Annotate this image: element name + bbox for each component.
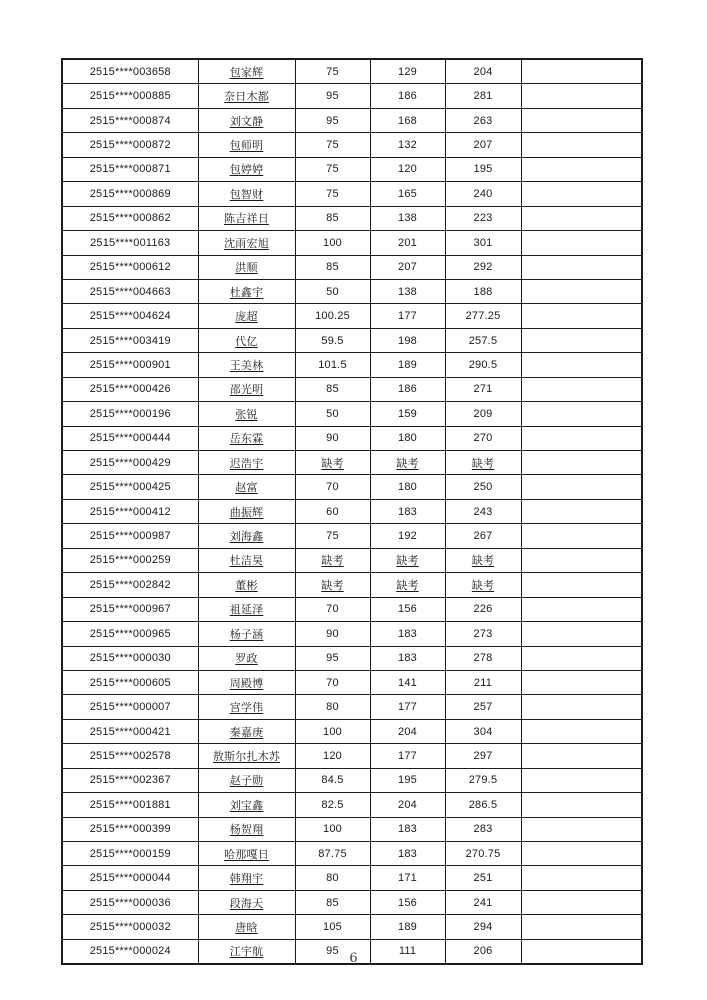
remark-cell [521,646,642,670]
score2-cell: 189 [370,353,445,377]
score2-cell: 195 [370,768,445,792]
score1-cell: 60 [295,499,370,523]
remark-cell [521,695,642,719]
score1-cell: 100 [295,817,370,841]
exam-id-cell: 2515****000612 [62,255,198,279]
exam-id-cell: 2515****003658 [62,59,198,84]
name-cell: 代亿 [198,328,295,352]
total-cell: 273 [445,622,521,646]
table-row [62,597,642,621]
table-row [62,133,642,157]
table-row [62,719,642,743]
total-cell: 223 [445,206,521,230]
exam-id-cell: 2515****000874 [62,108,198,132]
score2-cell: 156 [370,890,445,914]
remark-cell [521,915,642,939]
total-cell: 270.75 [445,842,521,866]
score2-cell: 165 [370,182,445,206]
total-cell: 271 [445,377,521,401]
score2-cell: 204 [370,719,445,743]
total-cell: 240 [445,182,521,206]
exam-id-cell: 2515****000429 [62,451,198,475]
score1-cell: 59.5 [295,328,370,352]
remark-cell [521,768,642,792]
table-row [62,353,642,377]
remark-cell [521,353,642,377]
exam-id-cell: 2515****000425 [62,475,198,499]
score2-cell: 189 [370,915,445,939]
total-cell: 281 [445,84,521,108]
remark-cell [521,499,642,523]
score1-cell: 120 [295,744,370,768]
score1-cell: 84.5 [295,768,370,792]
name-cell: 祖延泽 [198,597,295,621]
name-cell: 赵富 [198,475,295,499]
page-number: 6 [349,951,358,966]
exam-id-cell: 2515****000965 [62,622,198,646]
score2-cell: 缺考 [370,451,445,475]
score2-cell: 缺考 [370,573,445,597]
score2-cell: 183 [370,817,445,841]
score1-cell: 87.75 [295,842,370,866]
score1-cell: 82.5 [295,793,370,817]
table-row [62,279,642,303]
score1-cell: 缺考 [295,548,370,572]
exam-id-cell: 2515****000024 [62,939,198,964]
score2-cell: 129 [370,59,445,84]
exam-id-cell: 2515****002367 [62,768,198,792]
score1-cell: 95 [295,646,370,670]
remark-cell [521,597,642,621]
table-row [62,231,642,255]
name-cell: 张锐 [198,402,295,426]
exam-id-cell: 2515****000871 [62,157,198,181]
remark-cell [521,108,642,132]
score2-cell: 156 [370,597,445,621]
exam-id-cell: 2515****000967 [62,597,198,621]
score1-cell: 80 [295,866,370,890]
score1-cell: 75 [295,59,370,84]
score2-cell: 186 [370,377,445,401]
table-row [62,304,642,328]
score1-cell: 90 [295,622,370,646]
exam-id-cell: 2515****000196 [62,402,198,426]
score1-cell: 101.5 [295,353,370,377]
name-cell: 敖斯尔扎木苏 [198,744,295,768]
table-row [62,524,642,548]
score2-cell: 180 [370,426,445,450]
total-cell: 206 [445,939,521,964]
score1-cell: 50 [295,279,370,303]
name-cell: 段海天 [198,890,295,914]
exam-id-cell: 2515****000872 [62,133,198,157]
score2-cell: 111 [370,939,445,964]
score1-cell: 70 [295,670,370,694]
exam-id-cell: 2515****000159 [62,842,198,866]
name-cell: 秦嘉庚 [198,719,295,743]
score1-cell: 70 [295,597,370,621]
remark-cell [521,231,642,255]
score1-cell: 缺考 [295,573,370,597]
score2-cell: 177 [370,744,445,768]
score2-cell: 171 [370,866,445,890]
exam-id-cell: 2515****000862 [62,206,198,230]
remark-cell [521,133,642,157]
name-cell: 宫学伟 [198,695,295,719]
table-row [62,573,642,597]
score1-cell: 缺考 [295,451,370,475]
score1-cell: 85 [295,890,370,914]
name-cell: 洪顺 [198,255,295,279]
total-cell: 263 [445,108,521,132]
score1-cell: 95 [295,84,370,108]
remark-cell [521,866,642,890]
total-cell: 188 [445,279,521,303]
score1-cell: 100.25 [295,304,370,328]
total-cell: 226 [445,597,521,621]
table-row [62,695,642,719]
exam-id-cell: 2515****000259 [62,548,198,572]
table-row [62,744,642,768]
remark-cell [521,59,642,84]
name-cell: 周殿博 [198,670,295,694]
total-cell: 缺考 [445,451,521,475]
remark-cell [521,817,642,841]
score1-cell: 50 [295,402,370,426]
total-cell: 286.5 [445,793,521,817]
name-cell: 曲振辉 [198,499,295,523]
name-cell: 杜鑫宇 [198,279,295,303]
table-row [62,59,642,84]
score2-cell: 198 [370,328,445,352]
name-cell: 江宇航 [198,939,295,964]
score2-cell: 186 [370,84,445,108]
score1-cell: 90 [295,426,370,450]
remark-cell [521,524,642,548]
name-cell: 杨子涵 [198,622,295,646]
name-cell: 包家辉 [198,59,295,84]
total-cell: 277.25 [445,304,521,328]
remark-cell [521,573,642,597]
name-cell: 包师明 [198,133,295,157]
table-row [62,890,642,914]
score2-cell: 168 [370,108,445,132]
remark-cell [521,426,642,450]
score2-cell: 138 [370,206,445,230]
total-cell: 缺考 [445,573,521,597]
remark-cell [521,157,642,181]
score1-cell: 75 [295,182,370,206]
exam-id-cell: 2515****004624 [62,304,198,328]
exam-id-cell: 2515****000032 [62,915,198,939]
exam-id-cell: 2515****000605 [62,670,198,694]
name-cell: 赵子勋 [198,768,295,792]
total-cell: 294 [445,915,521,939]
name-cell: 罗政 [198,646,295,670]
remark-cell [521,377,642,401]
total-cell: 211 [445,670,521,694]
remark-cell [521,206,642,230]
remark-cell [521,744,642,768]
name-cell: 刘文静 [198,108,295,132]
exam-id-cell: 2515****000869 [62,182,198,206]
name-cell: 唐晗 [198,915,295,939]
remark-cell [521,328,642,352]
total-cell: 241 [445,890,521,914]
score-table-body [62,59,642,964]
table-row [62,622,642,646]
total-cell: 204 [445,59,521,84]
table-row [62,646,642,670]
total-cell: 270 [445,426,521,450]
name-cell: 庞超 [198,304,295,328]
remark-cell [521,890,642,914]
name-cell: 韩翔宇 [198,866,295,890]
table-row [62,182,642,206]
total-cell: 243 [445,499,521,523]
total-cell: 257 [445,695,521,719]
remark-cell [521,182,642,206]
score2-cell: 183 [370,842,445,866]
total-cell: 207 [445,133,521,157]
score2-cell: 141 [370,670,445,694]
table-row [62,377,642,401]
total-cell: 251 [445,866,521,890]
score1-cell: 80 [295,695,370,719]
name-cell: 董彬 [198,573,295,597]
total-cell: 195 [445,157,521,181]
total-cell: 279.5 [445,768,521,792]
table-row [62,475,642,499]
score2-cell: 183 [370,622,445,646]
table-row [62,402,642,426]
table-row [62,499,642,523]
score2-cell: 180 [370,475,445,499]
exam-id-cell: 2515****000444 [62,426,198,450]
score2-cell: 缺考 [370,548,445,572]
exam-id-cell: 2515****003419 [62,328,198,352]
total-cell: 290.5 [445,353,521,377]
name-cell: 岳东霖 [198,426,295,450]
table-row [62,793,642,817]
score-table [61,58,643,965]
total-cell: 209 [445,402,521,426]
exam-id-cell: 2515****001881 [62,793,198,817]
total-cell: 292 [445,255,521,279]
exam-id-cell: 2515****002842 [62,573,198,597]
score2-cell: 159 [370,402,445,426]
table-row [62,768,642,792]
exam-id-cell: 2515****001163 [62,231,198,255]
exam-id-cell: 2515****000399 [62,817,198,841]
total-cell: 257.5 [445,328,521,352]
exam-id-cell: 2515****000412 [62,499,198,523]
remark-cell [521,451,642,475]
score2-cell: 132 [370,133,445,157]
remark-cell [521,842,642,866]
name-cell: 哈那嘎日 [198,842,295,866]
total-cell: 267 [445,524,521,548]
total-cell: 缺考 [445,548,521,572]
name-cell: 刘宝鑫 [198,793,295,817]
score2-cell: 138 [370,279,445,303]
remark-cell [521,548,642,572]
exam-id-cell: 2515****000901 [62,353,198,377]
score1-cell: 95 [295,108,370,132]
table-row [62,255,642,279]
score1-cell: 85 [295,206,370,230]
remark-cell [521,304,642,328]
table-row [62,915,642,939]
score2-cell: 120 [370,157,445,181]
name-cell: 包婷婷 [198,157,295,181]
score1-cell: 105 [295,915,370,939]
remark-cell [521,670,642,694]
exam-id-cell: 2515****000036 [62,890,198,914]
table-row [62,426,642,450]
total-cell: 283 [445,817,521,841]
score1-cell: 85 [295,255,370,279]
score1-cell: 70 [295,475,370,499]
score1-cell: 75 [295,157,370,181]
exam-id-cell: 2515****004663 [62,279,198,303]
remark-cell [521,622,642,646]
exam-id-cell: 2515****000044 [62,866,198,890]
exam-id-cell: 2515****002578 [62,744,198,768]
name-cell: 杨贺翔 [198,817,295,841]
table-row [62,548,642,572]
table-row [62,451,642,475]
score1-cell: 100 [295,719,370,743]
score2-cell: 183 [370,646,445,670]
table-row [62,157,642,181]
remark-cell [521,279,642,303]
remark-cell [521,793,642,817]
table-row [62,108,642,132]
total-cell: 301 [445,231,521,255]
name-cell: 沈雨宏旭 [198,231,295,255]
name-cell: 邵光明 [198,377,295,401]
score2-cell: 177 [370,695,445,719]
table-row [62,670,642,694]
total-cell: 297 [445,744,521,768]
score2-cell: 192 [370,524,445,548]
remark-cell [521,475,642,499]
table-row [62,817,642,841]
table-row [62,842,642,866]
total-cell: 278 [445,646,521,670]
total-cell: 250 [445,475,521,499]
name-cell: 陈吉祥日 [198,206,295,230]
exam-id-cell: 2515****000007 [62,695,198,719]
remark-cell [521,255,642,279]
score2-cell: 204 [370,793,445,817]
exam-id-cell: 2515****000987 [62,524,198,548]
name-cell: 迟浩宇 [198,451,295,475]
exam-id-cell: 2515****000421 [62,719,198,743]
exam-id-cell: 2515****000030 [62,646,198,670]
remark-cell [521,84,642,108]
score2-cell: 183 [370,499,445,523]
exam-id-cell: 2515****000426 [62,377,198,401]
score1-cell: 85 [295,377,370,401]
score1-cell: 75 [295,524,370,548]
score1-cell: 100 [295,231,370,255]
name-cell: 刘海鑫 [198,524,295,548]
score2-cell: 177 [370,304,445,328]
table-row [62,84,642,108]
name-cell: 奈日木都 [198,84,295,108]
table-row [62,866,642,890]
table-row [62,206,642,230]
name-cell: 包智财 [198,182,295,206]
remark-cell [521,719,642,743]
score1-cell: 75 [295,133,370,157]
exam-id-cell: 2515****000885 [62,84,198,108]
table-row [62,328,642,352]
remark-cell [521,402,642,426]
name-cell: 杜洁昊 [198,548,295,572]
score2-cell: 201 [370,231,445,255]
name-cell: 王美林 [198,353,295,377]
total-cell: 304 [445,719,521,743]
score2-cell: 207 [370,255,445,279]
score1-cell: 95 [295,939,370,964]
